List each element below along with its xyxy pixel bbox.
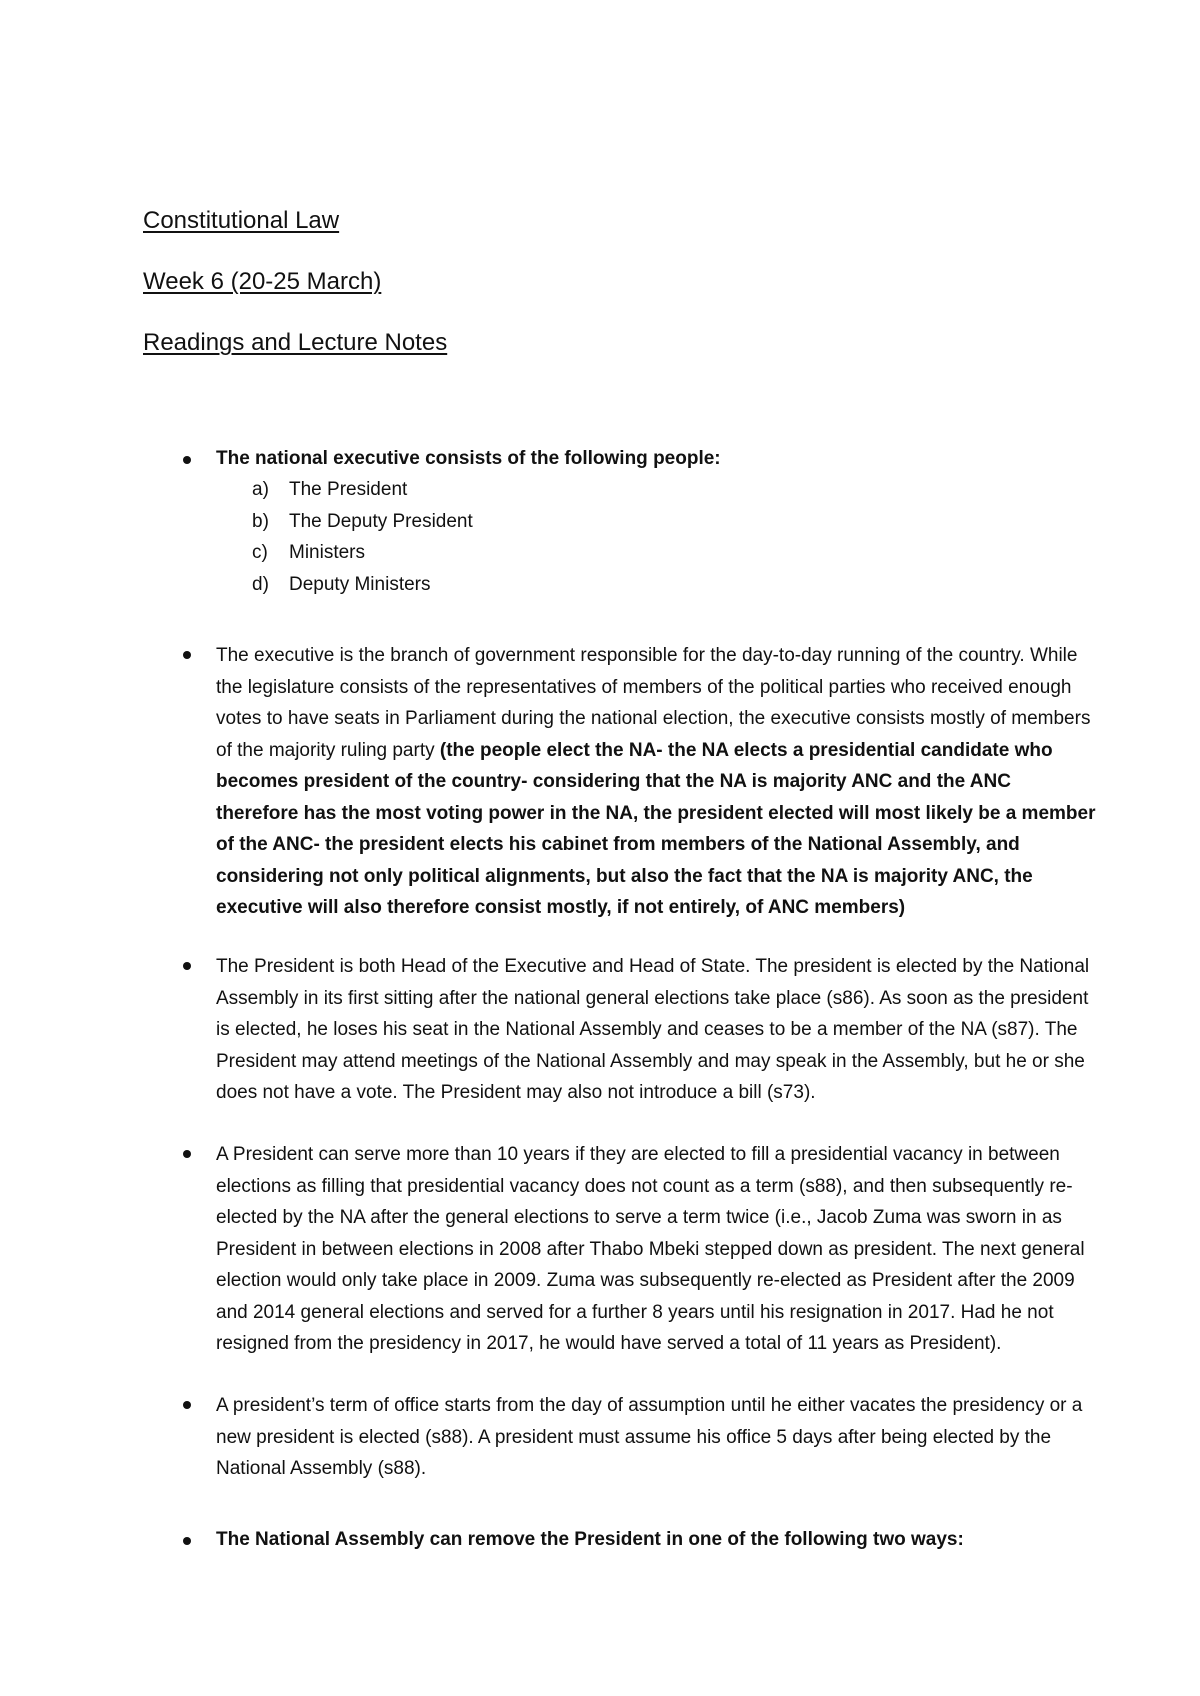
list-item (252, 569, 473, 601)
list-item-text: Ministers (289, 542, 366, 563)
document-title: Constitutional Law (143, 207, 340, 234)
bullet-icon (183, 962, 191, 970)
bullet-icon (183, 1401, 191, 1409)
list-marker: d) (252, 573, 269, 595)
bullet-bold-text: (the people elect the NA- the NA elects a presidential candidate who becomes president of the country- considering that the NA is majority ANC and the ANC therefore has the most voting power in the NA, the president elected will most likely be a member of the ANC- the president elects his cabinet from members of the National Assembly, and considering not only political alignments, but also the fact that the NA is majority ANC, the executive will also therefore consist mostly, if not entirely, of ANC members) (216, 739, 1096, 918)
bullet-executive-branch (216, 640, 1096, 924)
bullet-icon (183, 651, 191, 659)
list-marker: a) (252, 479, 269, 500)
list-item-text: Deputy Ministers (289, 573, 431, 595)
list-item-text: The Deputy President (289, 510, 473, 532)
bullet-national-executive: The national executive consists of the following people: (216, 448, 721, 469)
bullet-icon (183, 1150, 191, 1158)
week-heading: Week 6 (20-25 March) (143, 268, 382, 295)
list-item (252, 506, 473, 538)
list-item-text: The President (289, 479, 408, 500)
section-heading: Readings and Lecture Notes (143, 329, 448, 356)
list-item (252, 537, 473, 569)
list-item (252, 474, 473, 506)
list-marker: c) (252, 542, 268, 563)
bullet-icon (183, 1537, 191, 1545)
bullet-term-of-office: A president’s term of office starts from the day of assumption until he either vacates the presidency or a new president is elected (s88). A president must assume his office 5 days after being elected by the National Assembly (s88). (216, 1395, 1083, 1479)
bullet-text: The executive is the branch of government responsible for the day-to-day running of the country. While the legislature consists of the representatives of members of the political parties who received enough votes to have seats in Parliament during the national election, the executive consists mostly of members of the majority ruling party (216, 645, 1091, 761)
bullet-president-head: The President is both Head of the Executive and Head of State. The president is elected by the National Assembly in its first sitting after the national general elections take place (s86). As soon as the president is elected, he loses his seat in the National Assembly and ceases to be a member of the NA (s87). The President may attend meetings of the National Assembly and may speak in the Assembly, but he or she does not have a vote. The President may also not introduce a bill (s73). (216, 956, 1090, 1103)
bullet-president-term-length: A President can serve more than 10 years if they are elected to fill a presidential vacancy in between elections as filling that presidential vacancy does not count as a term (s88), and then subsequently re-elected by the NA after the general elections to serve a term twice (i.e., Jacob Zuma was sworn in as President in between elections in 2008 after Thabo Mbeki stepped down as president. The next general election would only take place in 2009. Zuma was subsequently re-elected as President after the 2009 and 2014 general elections and served for a further 8 years until his resignation in 2017. Had he not resigned from the presidency in 2017, he would have served a total of 11 years as President). (216, 1144, 1085, 1354)
list-marker: b) (252, 510, 269, 532)
bullet-removal-of-president: The National Assembly can remove the President in one of the following two ways: (216, 1529, 964, 1550)
bullet-icon (183, 456, 191, 464)
executive-members-list (252, 474, 473, 600)
